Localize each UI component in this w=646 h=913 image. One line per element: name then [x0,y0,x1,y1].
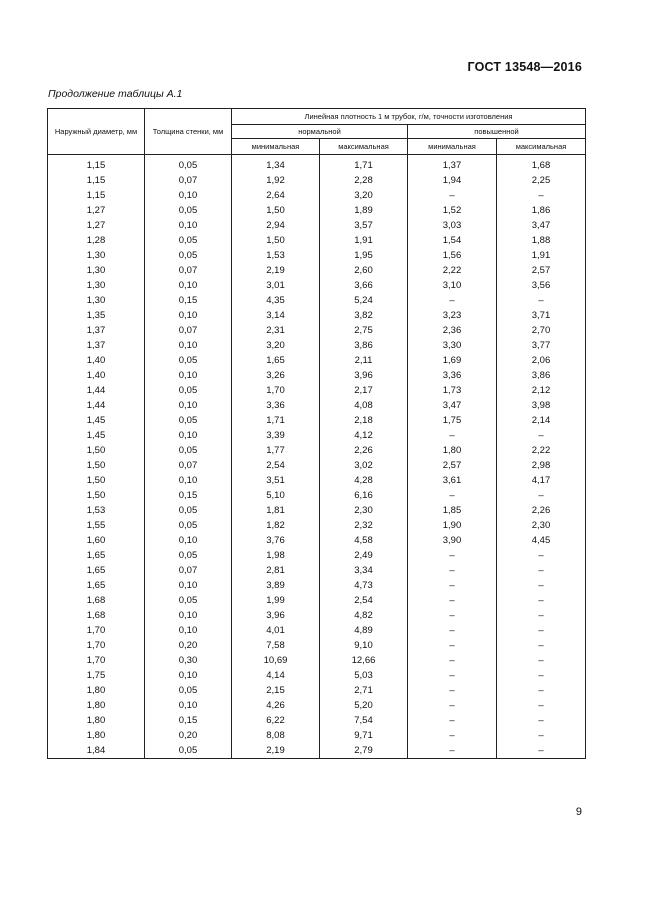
table-row [48,563,586,578]
normal-max-cell: 3,86 [320,338,408,353]
increased-max-cell: 3,71 [497,308,586,323]
normal-max-cell: 5,03 [320,668,408,683]
table-row [48,383,586,398]
increased-max-cell: – [497,188,586,203]
wall-thickness-cell: 0,10 [145,188,232,203]
normal-max-cell: 12,66 [320,653,408,668]
increased-max-cell: 2,12 [497,383,586,398]
increased-max-cell: 2,30 [497,518,586,533]
normal-min-cell: 1,71 [232,413,320,428]
normal-min-cell: 7,58 [232,638,320,653]
increased-min-cell: 1,75 [408,413,497,428]
normal-max-cell: 2,60 [320,263,408,278]
wall-thickness-cell: 0,05 [145,413,232,428]
normal-min-cell: 2,81 [232,563,320,578]
outer-diameter-cell: 1,53 [48,503,145,518]
normal-min-cell: 8,08 [232,728,320,743]
increased-min-cell: 2,57 [408,458,497,473]
normal-max-cell: 5,24 [320,293,408,308]
increased-max-cell: – [497,548,586,563]
table-row [48,518,586,533]
table-row [48,698,586,713]
outer-diameter-cell: 1,70 [48,638,145,653]
normal-max-cell: 2,32 [320,518,408,533]
normal-min-cell: 1,53 [232,248,320,263]
increased-max-cell: 2,06 [497,353,586,368]
increased-min-cell: 3,23 [408,308,497,323]
outer-diameter-cell: 1,40 [48,353,145,368]
table-row [48,653,586,668]
table-row [48,413,586,428]
increased-min-cell: 3,47 [408,398,497,413]
normal-max-cell: 6,16 [320,488,408,503]
table-row [48,353,586,368]
wall-thickness-cell: 0,05 [145,548,232,563]
normal-min-cell: 4,14 [232,668,320,683]
normal-max-cell: 2,26 [320,443,408,458]
increased-max-cell: – [497,698,586,713]
wall-thickness-cell: 0,10 [145,218,232,233]
wall-thickness-cell: 0,10 [145,473,232,488]
increased-min-cell: 3,61 [408,473,497,488]
table-row [48,548,586,563]
normal-max-cell: 9,10 [320,638,408,653]
table-row [48,713,586,728]
normal-max-cell: 3,02 [320,458,408,473]
increased-min-cell: – [408,428,497,443]
increased-max-cell: – [497,653,586,668]
increased-max-cell: – [497,668,586,683]
wall-thickness-cell: 0,07 [145,563,232,578]
document-code: ГОСТ 13548—2016 [467,60,582,74]
outer-diameter-cell: 1,30 [48,248,145,263]
table-row [48,638,586,653]
increased-max-cell: – [497,608,586,623]
increased-max-cell: – [497,293,586,308]
wall-thickness-cell: 0,05 [145,203,232,218]
outer-diameter-cell: 1,27 [48,203,145,218]
header-normal-min: минимальная [232,139,320,155]
wall-thickness-cell: 0,10 [145,338,232,353]
normal-max-cell: 2,11 [320,353,408,368]
table-row [48,233,586,248]
normal-max-cell: 2,79 [320,743,408,759]
increased-max-cell: – [497,488,586,503]
table-row [48,338,586,353]
wall-thickness-cell: 0,05 [145,593,232,608]
increased-min-cell: 1,54 [408,233,497,248]
normal-max-cell: 4,12 [320,428,408,443]
table-row [48,473,586,488]
increased-min-cell: 3,90 [408,533,497,548]
increased-max-cell: 2,98 [497,458,586,473]
normal-min-cell: 2,54 [232,458,320,473]
increased-min-cell: 3,36 [408,368,497,383]
outer-diameter-cell: 1,37 [48,323,145,338]
wall-thickness-cell: 0,20 [145,728,232,743]
normal-min-cell: 4,26 [232,698,320,713]
normal-max-cell: 2,28 [320,173,408,188]
wall-thickness-cell: 0,10 [145,308,232,323]
normal-min-cell: 2,15 [232,683,320,698]
increased-min-cell: 1,80 [408,443,497,458]
table-row [48,188,586,203]
table-row [48,743,586,759]
increased-min-cell: 1,94 [408,173,497,188]
outer-diameter-cell: 1,44 [48,383,145,398]
outer-diameter-cell: 1,75 [48,668,145,683]
increased-min-cell: – [408,578,497,593]
normal-max-cell: 4,08 [320,398,408,413]
normal-min-cell: 3,36 [232,398,320,413]
table-row [48,593,586,608]
normal-max-cell: 1,71 [320,155,408,174]
normal-max-cell: 4,28 [320,473,408,488]
increased-min-cell: – [408,563,497,578]
header-linear-density: Линейная плотность 1 м трубок, г/м, точности изготовления [232,109,586,125]
table-caption: Продолжение таблицы А.1 [48,88,183,100]
table-row [48,368,586,383]
increased-max-cell: – [497,713,586,728]
header-outer-diameter: Наружный диаметр, мм [48,109,145,155]
increased-max-cell: – [497,578,586,593]
wall-thickness-cell: 0,10 [145,278,232,293]
outer-diameter-cell: 1,15 [48,188,145,203]
increased-min-cell: 1,85 [408,503,497,518]
normal-max-cell: 2,71 [320,683,408,698]
increased-max-cell: – [497,743,586,759]
increased-max-cell: 3,47 [497,218,586,233]
normal-min-cell: 1,99 [232,593,320,608]
normal-max-cell: 4,89 [320,623,408,638]
normal-min-cell: 1,34 [232,155,320,174]
wall-thickness-cell: 0,10 [145,668,232,683]
outer-diameter-cell: 1,60 [48,533,145,548]
table-row [48,608,586,623]
normal-min-cell: 3,20 [232,338,320,353]
normal-max-cell: 4,58 [320,533,408,548]
normal-min-cell: 2,31 [232,323,320,338]
wall-thickness-cell: 0,10 [145,533,232,548]
increased-max-cell: 3,86 [497,368,586,383]
normal-max-cell: 1,91 [320,233,408,248]
header-group-increased: повышенной [408,125,586,139]
header-increased-min: минимальная [408,139,497,155]
normal-max-cell: 2,18 [320,413,408,428]
wall-thickness-cell: 0,10 [145,623,232,638]
increased-max-cell: 1,91 [497,248,586,263]
table-row [48,443,586,458]
outer-diameter-cell: 1,30 [48,263,145,278]
normal-max-cell: 3,57 [320,218,408,233]
increased-min-cell: – [408,638,497,653]
normal-min-cell: 1,92 [232,173,320,188]
increased-max-cell: – [497,683,586,698]
wall-thickness-cell: 0,05 [145,233,232,248]
outer-diameter-cell: 1,50 [48,473,145,488]
outer-diameter-cell: 1,84 [48,743,145,759]
outer-diameter-cell: 1,50 [48,443,145,458]
outer-diameter-cell: 1,35 [48,308,145,323]
wall-thickness-cell: 0,20 [145,638,232,653]
wall-thickness-cell: 0,10 [145,398,232,413]
normal-min-cell: 3,89 [232,578,320,593]
outer-diameter-cell: 1,65 [48,548,145,563]
wall-thickness-cell: 0,10 [145,578,232,593]
outer-diameter-cell: 1,30 [48,278,145,293]
normal-max-cell: 1,89 [320,203,408,218]
increased-max-cell: – [497,728,586,743]
increased-max-cell: 2,14 [497,413,586,428]
outer-diameter-cell: 1,80 [48,728,145,743]
increased-max-cell: 2,22 [497,443,586,458]
normal-max-cell: 7,54 [320,713,408,728]
normal-min-cell: 5,10 [232,488,320,503]
increased-min-cell: 3,10 [408,278,497,293]
normal-min-cell: 3,14 [232,308,320,323]
outer-diameter-cell: 1,15 [48,173,145,188]
table-row [48,533,586,548]
increased-max-cell: 1,68 [497,155,586,174]
outer-diameter-cell: 1,45 [48,428,145,443]
normal-min-cell: 2,64 [232,188,320,203]
page-number: 9 [575,806,582,818]
wall-thickness-cell: 0,07 [145,323,232,338]
increased-min-cell: – [408,713,497,728]
normal-min-cell: 3,51 [232,473,320,488]
wall-thickness-cell: 0,10 [145,608,232,623]
normal-min-cell: 1,77 [232,443,320,458]
normal-max-cell: 3,20 [320,188,408,203]
increased-min-cell: – [408,293,497,308]
increased-min-cell: – [408,653,497,668]
outer-diameter-cell: 1,37 [48,338,145,353]
outer-diameter-cell: 1,28 [48,233,145,248]
increased-min-cell: 3,03 [408,218,497,233]
outer-diameter-cell: 1,55 [48,518,145,533]
increased-max-cell: 4,45 [497,533,586,548]
outer-diameter-cell: 1,45 [48,413,145,428]
table-row [48,323,586,338]
outer-diameter-cell: 1,44 [48,398,145,413]
increased-max-cell: 2,57 [497,263,586,278]
increased-min-cell: – [408,728,497,743]
wall-thickness-cell: 0,07 [145,173,232,188]
increased-max-cell: 2,25 [497,173,586,188]
normal-max-cell: 3,66 [320,278,408,293]
normal-min-cell: 2,19 [232,263,320,278]
normal-max-cell: 4,82 [320,608,408,623]
normal-max-cell: 3,34 [320,563,408,578]
increased-min-cell: – [408,608,497,623]
outer-diameter-cell: 1,68 [48,608,145,623]
increased-max-cell: 2,70 [497,323,586,338]
normal-max-cell: 2,17 [320,383,408,398]
outer-diameter-cell: 1,15 [48,155,145,174]
normal-min-cell: 4,35 [232,293,320,308]
increased-min-cell: – [408,668,497,683]
increased-min-cell: – [408,623,497,638]
normal-min-cell: 1,65 [232,353,320,368]
increased-max-cell: 3,98 [497,398,586,413]
normal-max-cell: 2,49 [320,548,408,563]
table-row [48,293,586,308]
increased-min-cell: – [408,593,497,608]
table-row [48,458,586,473]
wall-thickness-cell: 0,15 [145,488,232,503]
wall-thickness-cell: 0,05 [145,353,232,368]
normal-min-cell: 1,50 [232,203,320,218]
increased-min-cell: 1,69 [408,353,497,368]
header-group-normal: нормальной [232,125,408,139]
table-row [48,218,586,233]
outer-diameter-cell: 1,65 [48,563,145,578]
outer-diameter-cell: 1,80 [48,713,145,728]
table-row [48,503,586,518]
increased-max-cell: 1,88 [497,233,586,248]
wall-thickness-cell: 0,10 [145,368,232,383]
wall-thickness-cell: 0,05 [145,518,232,533]
normal-min-cell: 2,94 [232,218,320,233]
increased-max-cell: – [497,638,586,653]
increased-max-cell: – [497,428,586,443]
increased-max-cell: 3,56 [497,278,586,293]
increased-min-cell: 2,22 [408,263,497,278]
table-row [48,488,586,503]
table-row [48,248,586,263]
normal-max-cell: 3,96 [320,368,408,383]
normal-max-cell: 4,73 [320,578,408,593]
outer-diameter-cell: 1,68 [48,593,145,608]
increased-min-cell: – [408,698,497,713]
normal-max-cell: 1,95 [320,248,408,263]
table-row [48,668,586,683]
table-row [48,263,586,278]
table-row [48,578,586,593]
increased-min-cell: 2,36 [408,323,497,338]
normal-min-cell: 3,01 [232,278,320,293]
increased-min-cell: – [408,188,497,203]
outer-diameter-cell: 1,70 [48,653,145,668]
normal-min-cell: 3,96 [232,608,320,623]
outer-diameter-cell: 1,50 [48,458,145,473]
table-row [48,398,586,413]
increased-max-cell: 3,77 [497,338,586,353]
increased-max-cell: – [497,623,586,638]
wall-thickness-cell: 0,05 [145,743,232,759]
wall-thickness-cell: 0,07 [145,458,232,473]
normal-max-cell: 2,75 [320,323,408,338]
wall-thickness-cell: 0,15 [145,713,232,728]
wall-thickness-cell: 0,05 [145,383,232,398]
wall-thickness-cell: 0,05 [145,155,232,174]
wall-thickness-cell: 0,05 [145,683,232,698]
normal-min-cell: 10,69 [232,653,320,668]
increased-min-cell: 1,56 [408,248,497,263]
table-row [48,728,586,743]
outer-diameter-cell: 1,30 [48,293,145,308]
table-row [48,173,586,188]
table-row [48,203,586,218]
normal-min-cell: 3,76 [232,533,320,548]
normal-min-cell: 6,22 [232,713,320,728]
wall-thickness-cell: 0,10 [145,428,232,443]
wall-thickness-cell: 0,15 [145,293,232,308]
header-wall-thickness: Толщина стенки, мм [145,109,232,155]
increased-min-cell: 1,73 [408,383,497,398]
outer-diameter-cell: 1,27 [48,218,145,233]
table-row [48,623,586,638]
increased-min-cell: – [408,548,497,563]
normal-min-cell: 1,82 [232,518,320,533]
increased-min-cell: – [408,743,497,759]
outer-diameter-cell: 1,80 [48,683,145,698]
normal-max-cell: 5,20 [320,698,408,713]
increased-min-cell: 3,30 [408,338,497,353]
outer-diameter-cell: 1,40 [48,368,145,383]
normal-min-cell: 1,50 [232,233,320,248]
normal-min-cell: 1,81 [232,503,320,518]
wall-thickness-cell: 0,07 [145,263,232,278]
table-body [48,155,586,759]
table-row [48,428,586,443]
table-row [48,308,586,323]
normal-max-cell: 9,71 [320,728,408,743]
normal-min-cell: 3,39 [232,428,320,443]
increased-max-cell: – [497,563,586,578]
increased-min-cell: 1,52 [408,203,497,218]
header-normal-max: максимальная [320,139,408,155]
wall-thickness-cell: 0,05 [145,443,232,458]
increased-min-cell: 1,90 [408,518,497,533]
normal-min-cell: 1,98 [232,548,320,563]
table-row [48,683,586,698]
normal-max-cell: 3,82 [320,308,408,323]
normal-min-cell: 2,19 [232,743,320,759]
normal-max-cell: 2,54 [320,593,408,608]
outer-diameter-cell: 1,50 [48,488,145,503]
wall-thickness-cell: 0,05 [145,503,232,518]
normal-min-cell: 4,01 [232,623,320,638]
table-row [48,155,586,174]
increased-max-cell: 2,26 [497,503,586,518]
table-row [48,278,586,293]
increased-min-cell: – [408,488,497,503]
outer-diameter-cell: 1,80 [48,698,145,713]
normal-max-cell: 2,30 [320,503,408,518]
outer-diameter-cell: 1,70 [48,623,145,638]
increased-min-cell: 1,37 [408,155,497,174]
wall-thickness-cell: 0,05 [145,248,232,263]
increased-min-cell: – [408,683,497,698]
wall-thickness-cell: 0,30 [145,653,232,668]
normal-min-cell: 3,26 [232,368,320,383]
density-table [47,108,586,759]
wall-thickness-cell: 0,10 [145,698,232,713]
header-increased-max: максимальная [497,139,586,155]
increased-max-cell: 1,86 [497,203,586,218]
increased-max-cell: – [497,593,586,608]
outer-diameter-cell: 1,65 [48,578,145,593]
normal-min-cell: 1,70 [232,383,320,398]
increased-max-cell: 4,17 [497,473,586,488]
